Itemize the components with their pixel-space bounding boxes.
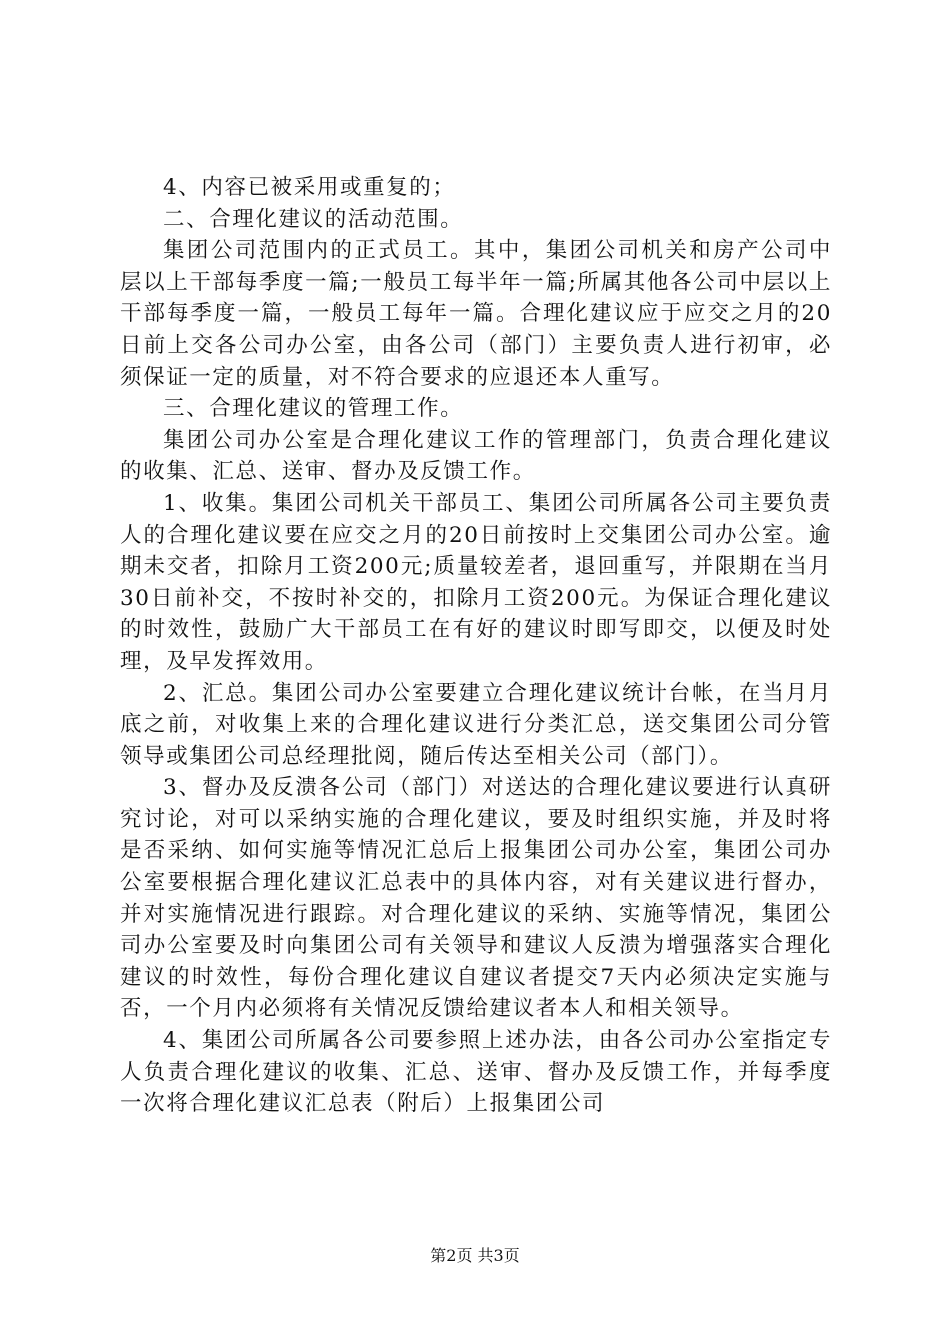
document-body xyxy=(120,172,832,1120)
section-heading-scope: 二、合理化建议的活动范围。 xyxy=(163,206,464,232)
page-footer: 第2页 共3页 xyxy=(430,1246,520,1265)
section-heading-management: 三、合理化建议的管理工作。 xyxy=(163,396,464,422)
paragraph-supervision-feedback: 3、督办及反溃各公司（部门）对送达的合理化建议要进行认真研究讨论，对可以采纳实施的合理化建议，要及时组织实施，并及时将是否采纳、如何实施等情况汇总后上报集团公司办公室，集团公司办公室要根据合理化建议汇总表中的具体内容，对有关建议进行督办，并对实施情况进行跟踪。对合理化建议的采纳、实施等情况，集团公司办公室要及时向集团公司有关领导和建议人反溃为增强落实合理化建议的时效性，每份合理化建议自建议者提交7天内必须决定实施与否，一个月内必须将有关情况反馈给建议者本人和相关领导。 xyxy=(120,775,832,1022)
paragraph-management-dept: 集团公司办公室是合理化建议工作的管理部门，负责合理化建议的收集、汇总、送审、督办及反馈工作。 xyxy=(120,427,832,485)
paragraph-subsidiaries: 4、集团公司所属各公司要参照上述办法，由各公司办公室指定专人负责合理化建议的收集、汇总、送审、督办及反馈工作，并每季度一次将合理化建议汇总表（附后）上报集团公司 xyxy=(120,1028,832,1117)
paragraph-item-4-excluded: 4、内容已被采用或重复的； xyxy=(163,175,456,200)
paragraph-scope-details: 集团公司范围内的正式员工。其中，集团公司机关和房产公司中层以上干部每季度一篇;一般员工每半年一篇;所属其他各公司中层以上干部每季度一篇，一般员工每年一篇。合理化建议应于应交之月的20日前上交各公司办公室，由各公司（部门）主要负责人进行初审，必须保证一定的质量，对不符合要求的应退还本人重写。 xyxy=(120,238,832,390)
paragraph-summary: 2、汇总。集团公司办公室要建立合理化建议统计台帐，在当月月底之前，对收集上来的合理化建议进行分类汇总，送交集团公司分管领导或集团公司总经理批阅，随后传达至相关公司（部门）。 xyxy=(120,680,832,769)
paragraph-collection: 1、收集。集团公司机关干部员工、集团公司所属各公司主要负责人的合理化建议要在应交之月的20日前按时上交集团公司办公室。逾期未交者，扣除月工资200元;质量较差者，退回重写，并限期在当月30日前补交，不按时补交的，扣除月工资200元。为保证合理化建议的时效性，鼓励广大干部员工在有好的建议时即写即交，以便及时处理，及早发挥效用。 xyxy=(120,490,832,674)
